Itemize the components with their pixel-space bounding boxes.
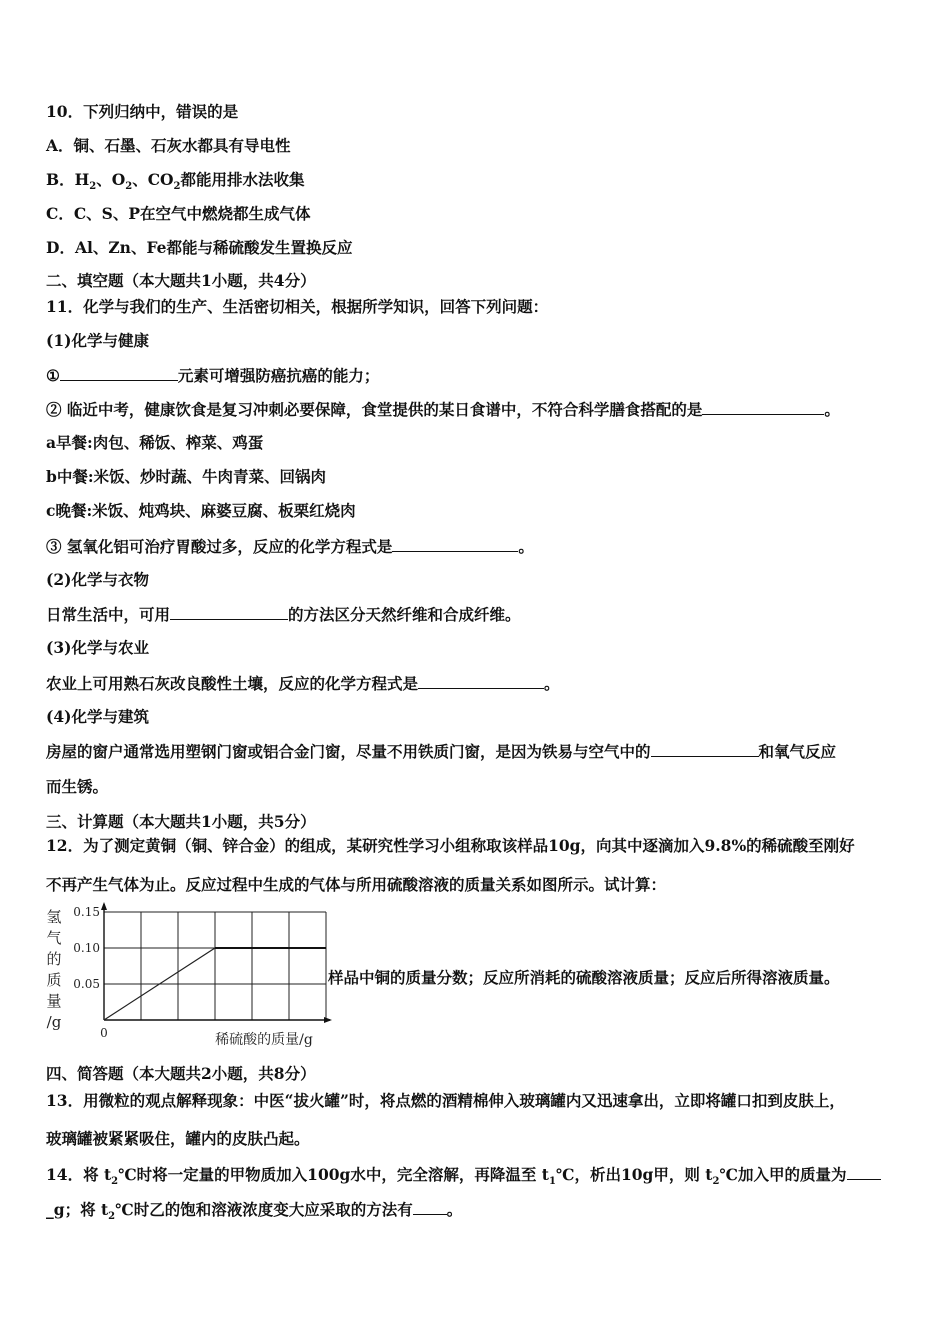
q10-stem: 10．下列归纳中，错误的是 — [46, 102, 239, 121]
q10-option-d: D．Al、Zn、Fe都能与稀硫酸发生置换反应 — [46, 238, 353, 257]
hydrogen-mass-chart — [40, 900, 340, 1052]
q10-option-b: B．$H_2$、$O_2$、$CO_2$都能用排水法收集 — [46, 170, 305, 193]
answer-blank[interactable] — [847, 1163, 881, 1180]
q12-question: 样品中铜的质量分数；反应所消耗的硫酸溶液质量；反应后所得溶液质量。 — [328, 968, 840, 987]
q11-item-5: 农业上可用熟石灰改良酸性土壤，反应的化学方程式是 。 — [46, 674, 560, 693]
chart-y-axis-label-char: 气 — [46, 929, 62, 947]
q13-line-1: 13．用微粒的观点解释现象：中医“拔火罐”时，将点燃的酒精棉伸入玻璃罐内又迅速拿出，立即将罐口扣到皮肤上， — [46, 1091, 845, 1110]
answer-blank[interactable] — [651, 740, 759, 757]
section-4-heading: 四、简答题（本大题共2小题，共8分） — [46, 1064, 316, 1083]
q14-line-1: 14．将 $t_2℃$时将一定量的甲物质加入100g水中，完全溶解，再降温至 $t_1℃$，析出10g甲，则 $t_2℃$加入甲的质量为 — [46, 1163, 881, 1186]
chart-y-axis-label-char: 的 — [46, 950, 62, 968]
answer-blank[interactable] — [170, 603, 288, 620]
q11-item-4: 日常生活中，可用 的方法区分天然纤维和合成纤维。 — [46, 605, 521, 624]
q11-option-b: b中餐:米饭、炒时蔬、牛肉青菜、回锅肉 — [46, 467, 327, 486]
answer-blank[interactable] — [413, 1198, 447, 1215]
chart-y-tick-label: 0.05 — [73, 977, 100, 991]
q11-item-6-cont: 而生锈。 — [46, 777, 109, 796]
chart-origin-label: 0 — [100, 1026, 108, 1040]
q11-item-3: ③ 氢氧化铝可治疗胃酸过多，反应的化学方程式是 。 — [46, 537, 534, 556]
answer-blank[interactable] — [60, 364, 178, 381]
answer-blank[interactable] — [392, 535, 518, 552]
answer-blank[interactable] — [702, 398, 824, 415]
q10-option-c: C．C、S、P在空气中燃烧都生成气体 — [46, 204, 311, 223]
q11-heading-building: (4)化学与建筑 — [46, 707, 149, 726]
chart-y-axis-label-char: 量 — [46, 992, 62, 1010]
q12-line-2: 不再产生气体为止。反应过程中生成的气体与所用硫酸溶液的质量关系如图所示。试计算： — [46, 875, 667, 894]
q11-option-c: c晚餐:米饭、炖鸡块、麻婆豆腐、板栗红烧肉 — [46, 501, 356, 520]
section-2-heading: 二、填空题（本大题共1小题，共4分） — [46, 271, 316, 290]
chart-y-axis-label-char: /g — [46, 1013, 62, 1031]
section-3-heading: 三、计算题（本大题共1小题，共5分） — [46, 812, 316, 831]
chart-y-axis-label-char: 质 — [46, 971, 62, 989]
q11-option-a: a早餐:肉包、稀饭、榨菜、鸡蛋 — [46, 433, 264, 452]
chart-y-tick-label: 0.15 — [73, 905, 100, 919]
q11-heading-clothing: (2)化学与衣物 — [46, 570, 149, 589]
q11-item-6: 房屋的窗户通常选用塑钢门窗或铝合金门窗，尽量不用铁质门窗，是因为铁易与空气中的 和氧气反应 — [46, 742, 837, 761]
chart-x-axis-label: 稀硫酸的质量/g — [215, 1032, 313, 1048]
q14-line-2: _g；将 $t_2℃$时乙的饱和溶液浓度变大应采取的方法有 。 — [46, 1200, 463, 1223]
q11-item-2: ② 临近中考，健康饮食是复习冲刺必要保障，食堂提供的某日食谱中，不符合科学膳食搭配的是 。 — [46, 400, 840, 419]
chart-y-tick-label: 0.10 — [73, 941, 100, 955]
q11-heading-health: (1)化学与健康 — [46, 331, 149, 350]
q13-line-2: 玻璃罐被紧紧吸住，罐内的皮肤凸起。 — [46, 1129, 310, 1148]
q11-item-1: ① 元素可增强防癌抗癌的能力； — [46, 366, 380, 385]
q11-heading-agriculture: (3)化学与农业 — [46, 638, 149, 657]
chart-x-axis-arrow — [324, 1017, 332, 1023]
answer-blank[interactable] — [418, 672, 544, 689]
chart-y-axis-label-char: 氢 — [46, 908, 62, 926]
q11-stem: 11．化学与我们的生产、生活密切相关，根据所学知识，回答下列问题： — [46, 297, 549, 316]
q10-option-a: A．铜、石墨、石灰水都具有导电性 — [46, 136, 291, 155]
q12-line-1: 12．为了测定黄铜（铜、锌合金）的组成，某研究性学习小组称取该样品10g，向其中逐滴加入9.8%的稀硫酸至刚好 — [46, 836, 855, 855]
chart-y-axis-arrow — [101, 902, 107, 910]
chart-svg — [40, 900, 340, 1052]
